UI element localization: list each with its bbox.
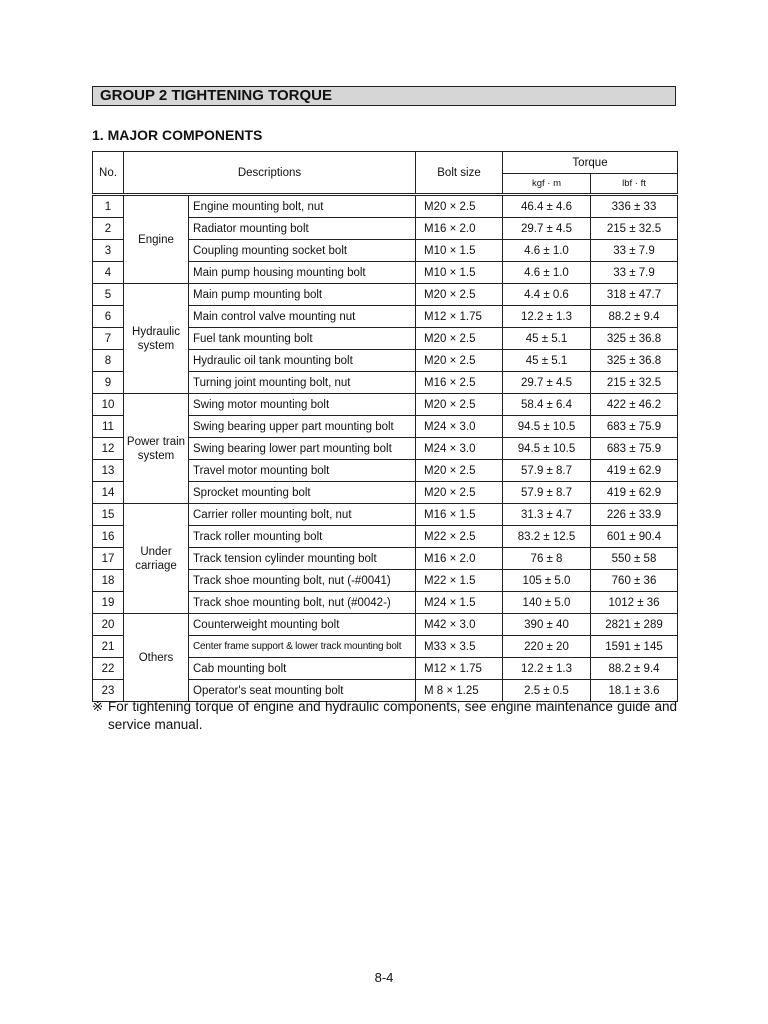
row-no: 22 — [93, 658, 124, 680]
row-no: 18 — [93, 570, 124, 592]
row-torque-kgf: 83.2 ± 12.5 — [503, 526, 591, 548]
row-no: 9 — [93, 372, 124, 394]
row-description: Cab mounting bolt — [189, 658, 416, 680]
group-others: Others — [124, 614, 189, 702]
row-bolt-size: M22 × 1.5 — [416, 570, 503, 592]
row-description: Hydraulic oil tank mounting bolt — [189, 350, 416, 372]
row-description: Radiator mounting bolt — [189, 218, 416, 240]
row-bolt-size: M22 × 2.5 — [416, 526, 503, 548]
row-bolt-size: M16 × 2.5 — [416, 372, 503, 394]
row-torque-lbf: 325 ± 36.8 — [591, 350, 678, 372]
row-bolt-size: M20 × 2.5 — [416, 195, 503, 218]
row-torque-lbf: 33 ± 7.9 — [591, 240, 678, 262]
row-no: 21 — [93, 636, 124, 658]
row-torque-kgf: 94.5 ± 10.5 — [503, 438, 591, 460]
row-torque-kgf: 4.4 ± 0.6 — [503, 284, 591, 306]
row-no: 23 — [93, 680, 124, 702]
row-torque-lbf: 1012 ± 36 — [591, 592, 678, 614]
row-no: 2 — [93, 218, 124, 240]
row-torque-kgf: 29.7 ± 4.5 — [503, 218, 591, 240]
header-lbf: lbf · ft — [591, 174, 678, 195]
row-torque-kgf: 29.7 ± 4.5 — [503, 372, 591, 394]
row-torque-kgf: 4.6 ± 1.0 — [503, 262, 591, 284]
row-torque-kgf: 57.9 ± 8.7 — [503, 482, 591, 504]
row-bolt-size: M24 × 3.0 — [416, 438, 503, 460]
row-bolt-size: M20 × 2.5 — [416, 350, 503, 372]
table-row — [93, 394, 678, 416]
table-row — [93, 504, 678, 526]
row-bolt-size: M42 × 3.0 — [416, 614, 503, 636]
row-description: Track tension cylinder mounting bolt — [189, 548, 416, 570]
row-bolt-size: M20 × 2.5 — [416, 328, 503, 350]
row-bolt-size: M16 × 2.0 — [416, 218, 503, 240]
table-row — [93, 614, 678, 636]
row-no: 5 — [93, 284, 124, 306]
row-bolt-size: M10 × 1.5 — [416, 262, 503, 284]
header-descriptions: Descriptions — [124, 152, 416, 195]
row-no: 6 — [93, 306, 124, 328]
row-description: Turning joint mounting bolt, nut — [189, 372, 416, 394]
row-torque-kgf: 76 ± 8 — [503, 548, 591, 570]
row-no: 20 — [93, 614, 124, 636]
row-no: 10 — [93, 394, 124, 416]
row-description: Track roller mounting bolt — [189, 526, 416, 548]
row-no: 15 — [93, 504, 124, 526]
row-torque-lbf: 419 ± 62.9 — [591, 460, 678, 482]
row-torque-lbf: 226 ± 33.9 — [591, 504, 678, 526]
row-torque-kgf: 220 ± 20 — [503, 636, 591, 658]
row-bolt-size: M10 × 1.5 — [416, 240, 503, 262]
row-description: Engine mounting bolt, nut — [189, 195, 416, 218]
row-torque-kgf: 12.2 ± 1.3 — [503, 658, 591, 680]
row-description: Fuel tank mounting bolt — [189, 328, 416, 350]
row-bolt-size: M 8 × 1.25 — [416, 680, 503, 702]
row-description: Counterweight mounting bolt — [189, 614, 416, 636]
row-torque-lbf: 2821 ± 289 — [591, 614, 678, 636]
row-description: Coupling mounting socket bolt — [189, 240, 416, 262]
row-torque-lbf: 760 ± 36 — [591, 570, 678, 592]
row-bolt-size: M16 × 2.0 — [416, 548, 503, 570]
row-torque-kgf: 4.6 ± 1.0 — [503, 240, 591, 262]
row-bolt-size: M24 × 1.5 — [416, 592, 503, 614]
row-description: Swing motor mounting bolt — [189, 394, 416, 416]
row-torque-kgf: 58.4 ± 6.4 — [503, 394, 591, 416]
row-torque-kgf: 46.4 ± 4.6 — [503, 195, 591, 218]
row-torque-kgf: 45 ± 5.1 — [503, 328, 591, 350]
row-torque-lbf: 419 ± 62.9 — [591, 482, 678, 504]
group-power-train-system: Power train system — [124, 394, 189, 504]
row-no: 3 — [93, 240, 124, 262]
note-text: For tightening torque of engine and hydraulic components, see engine maintenance guide and service manual. — [108, 699, 677, 732]
row-no: 8 — [93, 350, 124, 372]
row-no: 11 — [93, 416, 124, 438]
row-bolt-size: M12 × 1.75 — [416, 306, 503, 328]
row-torque-lbf: 88.2 ± 9.4 — [591, 306, 678, 328]
group-hydraulic-system: Hydraulic system — [124, 284, 189, 394]
row-description: Swing bearing lower part mounting bolt — [189, 438, 416, 460]
row-torque-kgf: 2.5 ± 0.5 — [503, 680, 591, 702]
table-row — [93, 284, 678, 306]
row-torque-kgf: 57.9 ± 8.7 — [503, 460, 591, 482]
row-description: Main pump mounting bolt — [189, 284, 416, 306]
row-description: Center frame support & lower track mounting bolt — [189, 636, 416, 658]
row-description: Track shoe mounting bolt, nut (-#0041) — [189, 570, 416, 592]
row-description: Main control valve mounting nut — [189, 306, 416, 328]
row-description: Track shoe mounting bolt, nut (#0042-) — [189, 592, 416, 614]
torque-table — [92, 151, 678, 702]
section-title: 1. MAJOR COMPONENTS — [92, 127, 263, 143]
footnote — [92, 698, 677, 734]
group-under-carriage: Under carriage — [124, 504, 189, 614]
row-description: Operator's seat mounting bolt — [189, 680, 416, 702]
row-no: 13 — [93, 460, 124, 482]
table-row — [93, 195, 678, 218]
row-torque-lbf: 215 ± 32.5 — [591, 218, 678, 240]
row-torque-kgf: 94.5 ± 10.5 — [503, 416, 591, 438]
row-torque-kgf: 31.3 ± 4.7 — [503, 504, 591, 526]
row-bolt-size: M20 × 2.5 — [416, 394, 503, 416]
row-bolt-size: M20 × 2.5 — [416, 460, 503, 482]
row-no: 16 — [93, 526, 124, 548]
row-no: 12 — [93, 438, 124, 460]
row-description: Travel motor mounting bolt — [189, 460, 416, 482]
row-torque-lbf: 88.2 ± 9.4 — [591, 658, 678, 680]
row-bolt-size: M33 × 3.5 — [416, 636, 503, 658]
row-torque-kgf: 45 ± 5.1 — [503, 350, 591, 372]
row-torque-lbf: 683 ± 75.9 — [591, 416, 678, 438]
row-bolt-size: M24 × 3.0 — [416, 416, 503, 438]
row-torque-lbf: 33 ± 7.9 — [591, 262, 678, 284]
row-torque-lbf: 601 ± 90.4 — [591, 526, 678, 548]
note-mark: ※ — [92, 699, 104, 714]
group-engine: Engine — [124, 195, 189, 284]
row-description: Swing bearing upper part mounting bolt — [189, 416, 416, 438]
group-title: GROUP 2 TIGHTENING TORQUE — [92, 86, 676, 106]
header-bolt-size: Bolt size — [416, 152, 503, 195]
row-torque-lbf: 325 ± 36.8 — [591, 328, 678, 350]
row-description: Carrier roller mounting bolt, nut — [189, 504, 416, 526]
row-description: Main pump housing mounting bolt — [189, 262, 416, 284]
row-no: 1 — [93, 195, 124, 218]
row-description: Sprocket mounting bolt — [189, 482, 416, 504]
row-torque-kgf: 390 ± 40 — [503, 614, 591, 636]
header-no: No. — [93, 152, 124, 195]
header-torque: Torque — [503, 152, 678, 174]
row-torque-lbf: 683 ± 75.9 — [591, 438, 678, 460]
row-no: 7 — [93, 328, 124, 350]
row-bolt-size: M20 × 2.5 — [416, 284, 503, 306]
row-torque-lbf: 215 ± 32.5 — [591, 372, 678, 394]
row-no: 4 — [93, 262, 124, 284]
header-kgf: kgf · m — [503, 174, 591, 195]
row-no: 14 — [93, 482, 124, 504]
page-number: 8-4 — [374, 970, 394, 985]
row-torque-lbf: 1591 ± 145 — [591, 636, 678, 658]
row-torque-kgf: 105 ± 5.0 — [503, 570, 591, 592]
row-no: 19 — [93, 592, 124, 614]
row-torque-kgf: 140 ± 5.0 — [503, 592, 591, 614]
row-torque-kgf: 12.2 ± 1.3 — [503, 306, 591, 328]
row-bolt-size: M20 × 2.5 — [416, 482, 503, 504]
row-torque-lbf: 422 ± 46.2 — [591, 394, 678, 416]
row-torque-lbf: 336 ± 33 — [591, 195, 678, 218]
row-torque-lbf: 18.1 ± 3.6 — [591, 680, 678, 702]
row-bolt-size: M16 × 1.5 — [416, 504, 503, 526]
row-torque-lbf: 318 ± 47.7 — [591, 284, 678, 306]
row-torque-lbf: 550 ± 58 — [591, 548, 678, 570]
row-no: 17 — [93, 548, 124, 570]
row-bolt-size: M12 × 1.75 — [416, 658, 503, 680]
